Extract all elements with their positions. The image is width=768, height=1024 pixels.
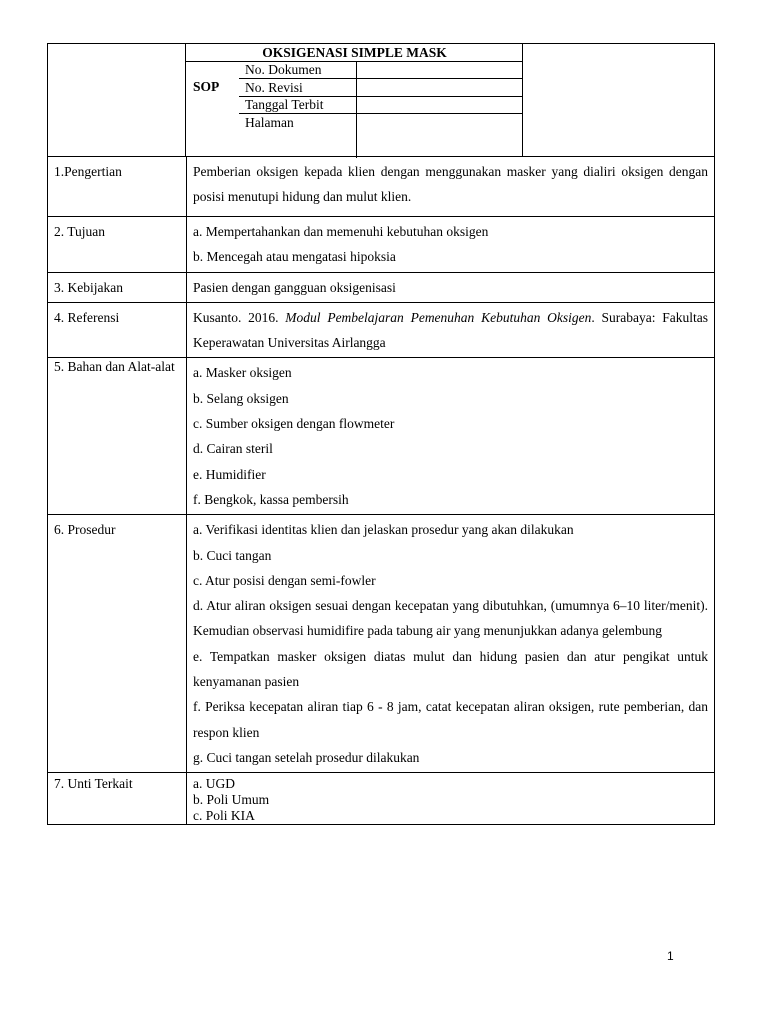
list-item: a. UGD [193,776,235,792]
list-item: g. Cuci tangan setelah prosedur dilakukan [193,749,420,765]
list-item: e. Tempatkan masker oksigen diatas mulut dan hidung pasien dan atur pengikat untuk kenyamanan pasien [193,648,708,690]
sop-label: SOP [193,79,220,94]
list-item: c. Atur posisi dengan semi-fowler [193,572,376,588]
row-label: 7. Unti Terkait [48,773,187,825]
prosedur-list [187,515,715,773]
field-no-dokumen [239,61,523,79]
pengertian-text: Pemberian oksigen kepada klien dengan menggunakan masker yang dialiri oksigen dengan posisi menutupi hidung dan mulut klien. [187,157,715,217]
tujuan-list [187,217,715,273]
list-item: f. Periksa kecepatan aliran tiap 6 - 8 jam, catat kecepatan aliran oksigen, rute pemberian, dan respon klien [193,699,708,740]
field-value [356,61,363,78]
field-halaman [239,113,523,158]
list-item: a. Verifikasi identitas klien dan jelaskan prosedur yang akan dilakukan [193,522,574,538]
list-item: c. Sumber oksigen dengan flowmeter [193,416,395,432]
field-tanggal-terbit [239,96,523,114]
field-label: Tanggal Terbit [245,97,324,112]
field-label: No. Dokumen [245,62,322,77]
reference-book-title: Modul Pembelajaran Pemenuhan Kebutuhan Oksigen [285,309,592,325]
list-item: a. Masker oksigen [193,365,292,381]
row-label: 6. Prosedur [48,515,187,773]
row-bahan [48,358,715,515]
row-prosedur [48,515,715,773]
row-unit-terkait [48,773,715,825]
field-value [356,79,363,96]
row-tujuan [48,217,715,273]
list-item: b. Cuci tangan [193,547,272,563]
list-item: a. Mempertahankan dan memenuhi kebutuhan oksigen [193,224,489,239]
unit-list [187,773,715,825]
row-label: 4. Referensi [48,302,187,358]
list-item: d. Cairan steril [193,441,273,457]
list-item: f. Bengkok, kassa pembersih [193,491,349,507]
list-item: b. Mencegah atau mengatasi hipoksia [193,249,396,265]
row-kebijakan [48,272,715,302]
page-number: 1 [667,949,674,963]
bahan-list [187,358,715,515]
field-no-revisi [239,79,523,97]
field-value [356,113,357,158]
sop-table [47,156,715,825]
field-label: Halaman [245,115,294,130]
list-item: c. Poli KIA [193,808,255,824]
sop-header [47,43,715,157]
list-item: e. Humidifier [193,466,266,482]
list-item: d. Atur aliran oksigen sesuai dengan kecepatan yang dibutuhkan, (umumnya 6–10 liter/menit). Kemudian observasi humidifire pada tabung air yang menunjukkan adanya gelembung [193,598,708,639]
row-referensi [48,302,715,358]
row-label: 2. Tujuan [48,217,187,273]
row-label: 1.Pengertian [48,157,187,217]
list-item: b. Selang oksigen [193,390,289,406]
row-pengertian [48,157,715,217]
field-label: No. Revisi [245,80,303,95]
row-label: 3. Kebijakan [48,272,187,302]
referensi-text [187,302,715,358]
kebijakan-text: Pasien dengan gangguan oksigenisasi [187,272,715,302]
document-title: OKSIGENASI SIMPLE MASK [186,44,523,62]
row-label: 5. Bahan dan Alat-alat [48,358,187,515]
reference-author: Kusanto. 2016. [193,309,286,325]
field-value [356,96,363,113]
list-item: b. Poli Umum [193,792,270,808]
reference-publisher: . Surabaya: Fakultas Keperawatan Universitas Airlangga [193,309,708,351]
